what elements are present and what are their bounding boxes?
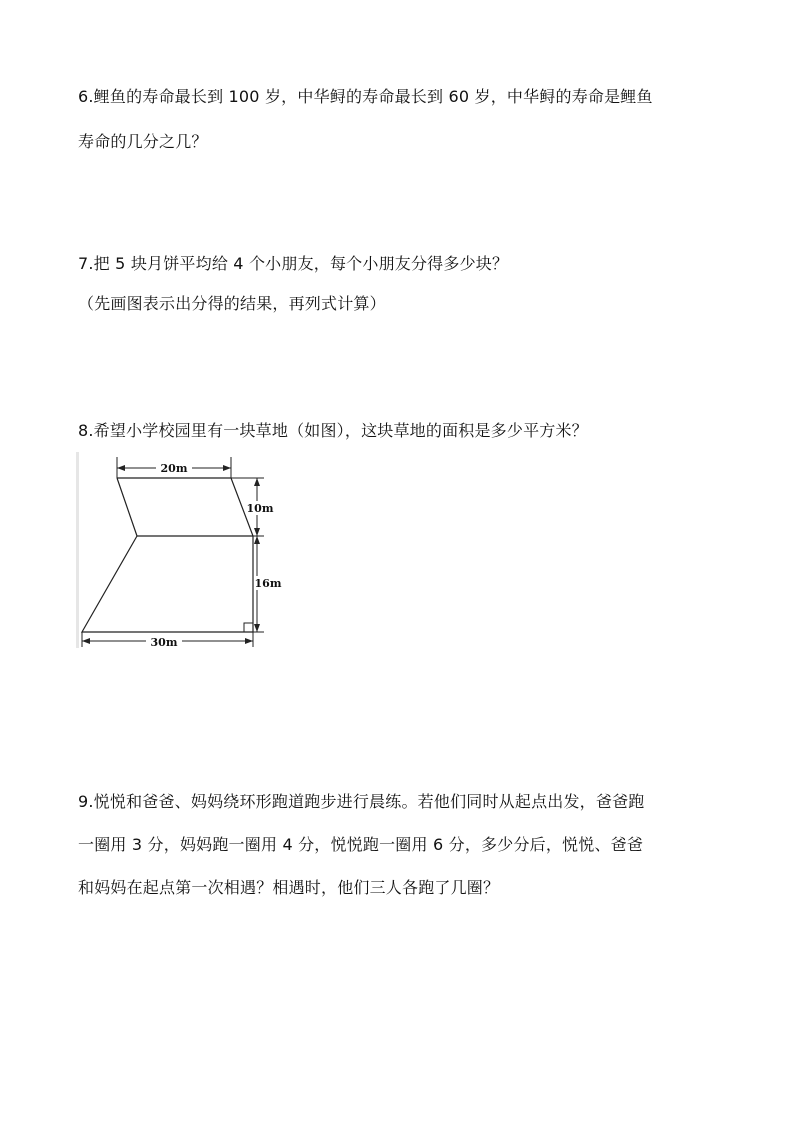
top-dim-arrow-left <box>117 465 125 471</box>
top-dim-arrow-right <box>223 465 231 471</box>
question-6-line-1: 6.鲤鱼的寿命最长到 100 岁，中华鲟的寿命最长到 60 岁，中华鲟的寿命是鲤鱼 <box>78 87 653 106</box>
bottom-dim-arrow-left <box>82 638 90 644</box>
right-angle-marker <box>244 623 253 632</box>
lower-height-arrow-top <box>254 536 260 544</box>
scan-edge-shade <box>76 452 79 648</box>
question-7-line-1: 7.把 5 块月饼平均给 4 个小朋友，每个小朋友分得多少块？ <box>78 254 509 273</box>
upper-height-label: 10m <box>246 502 274 515</box>
question-9-line-2: 一圈用 3 分，妈妈跑一圈用 4 分，悦悦跑一圈用 6 分，多少分后，悦悦、爸爸 <box>78 835 644 854</box>
question-9-line-1: 9.悦悦和爸爸、妈妈绕环形跑道跑步进行晨练。若他们同时从起点出发，爸爸跑 <box>78 792 645 811</box>
bottom-width-label: 30m <box>150 636 178 649</box>
question-8-line-1: 8.希望小学校园里有一块草地（如图），这块草地的面积是多少平方米？ <box>78 421 588 440</box>
lower-height-label: 16m <box>254 577 282 590</box>
upper-height-arrow-bottom <box>254 528 260 536</box>
bottom-dim-arrow-right <box>245 638 253 644</box>
upper-height-arrow-top <box>254 478 260 486</box>
grass-field-outline <box>82 478 253 632</box>
grass-field-figure <box>76 452 296 652</box>
question-7-line-2: （先画图表示出分得的结果，再列式计算） <box>78 294 386 313</box>
question-6-line-2: 寿命的几分之几？ <box>78 132 208 151</box>
lower-height-arrow-bottom <box>254 624 260 632</box>
top-width-label: 20m <box>160 462 188 475</box>
question-9-line-3: 和妈妈在起点第一次相遇？相遇时，他们三人各跑了几圈？ <box>78 878 500 897</box>
